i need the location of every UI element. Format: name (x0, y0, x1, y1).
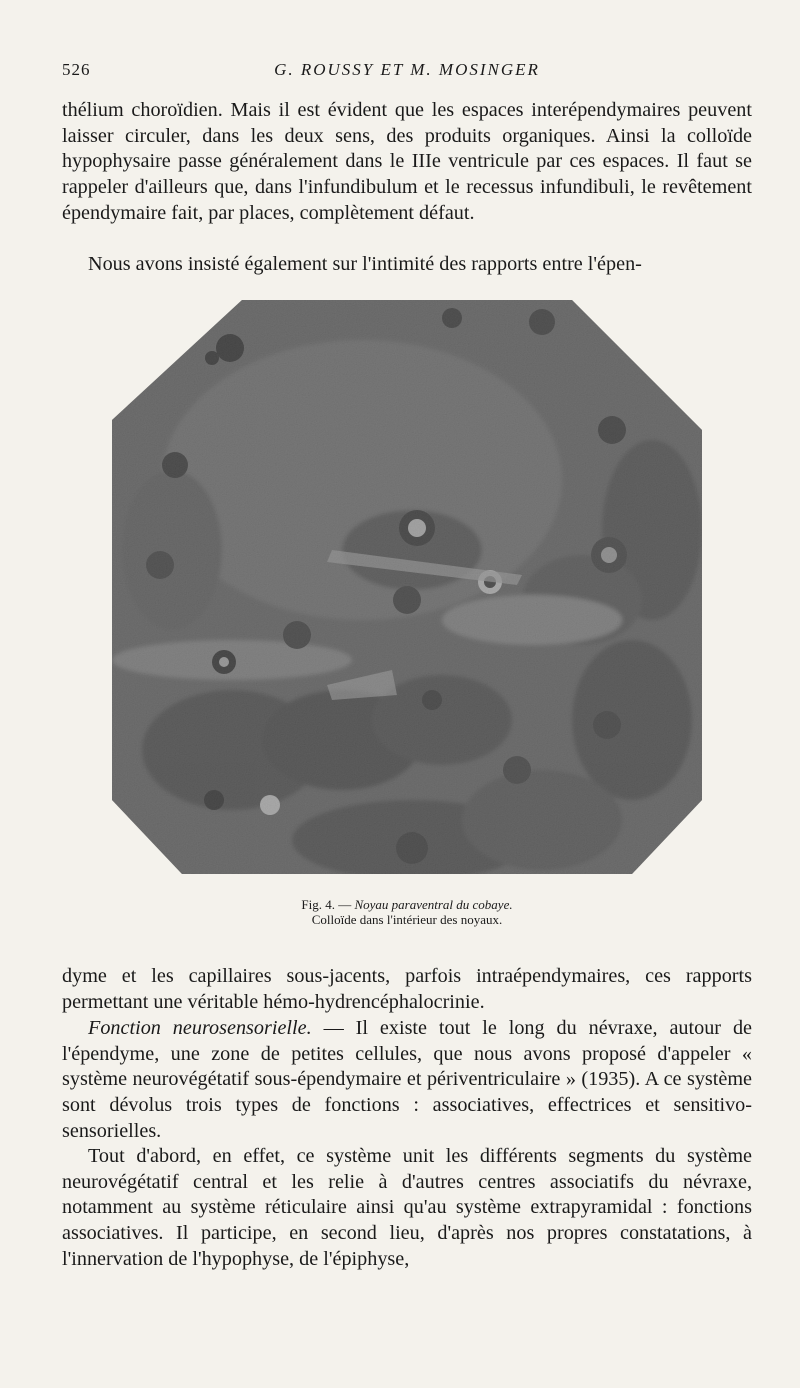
figure-caption (62, 897, 752, 927)
paragraph-ependyma-intro: Nous avons insisté également sur l'intimité des rapports entre l'épen- (88, 253, 642, 275)
running-title: G. ROUSSY ET M. MOSINGER (274, 60, 540, 79)
figure-label: Fig. 4. — (301, 897, 352, 912)
figure-title: Noyau paraventral du cobaye. (354, 897, 513, 912)
micrograph-figure (112, 300, 702, 874)
paragraph-neurosensory-body: — Il existe tout le long du névraxe, autour de l'épendyme, une zone de petites cellules, que nous avons proposé d'appeler « système neurovégétatif sous-épendymaire et périventriculaire » (1935). A ce système sont dévolus trois types de fonctions : associatives, effectrices et sensitivo-sensorielles. (62, 1017, 752, 1142)
section-title-neurosensory: Fonction neurosensorielle. (88, 1017, 312, 1039)
figure-subcaption: Colloïde dans l'intérieur des noyaux. (311, 912, 503, 927)
paragraph-choroid: thélium choroïdien. Mais il est évident que les espaces interépendymaires peuvent laisser circuler, dans les deux sens, des produits organiques. Ainsi la colloïde hypophysaire passe généralement dans le IIIe ventricule par ces espaces. Il faut se rappeler d'ailleurs que, dans l'infundibulum et le recessus infundibuli, le revêtement épendymaire fait, par places, complètement défaut. (62, 99, 752, 224)
paragraph-neurosensory (62, 1016, 752, 1145)
paragraph-capillaries: dyme et les capillaires sous-jacents, parfois intraépendymaires, ces rapports permettant une véritable hémo-hydrencéphalocrinie. (62, 965, 752, 1013)
page-header (62, 60, 752, 84)
page-number: 526 (62, 60, 91, 79)
paragraph-functions: Tout d'abord, en effet, ce système unit les différents segments du système neurovégétatif central et les relie à d'autres centres associatifs du névraxe, notamment au système réticulaire ainsi qu'au système extrapyramidal : fonctions associatives. Il participe, en second lieu, d'après nos propres constatations, à l'innervation de l'hypophyse, de l'épiphyse, (62, 1145, 752, 1270)
micrograph-image (112, 300, 702, 874)
